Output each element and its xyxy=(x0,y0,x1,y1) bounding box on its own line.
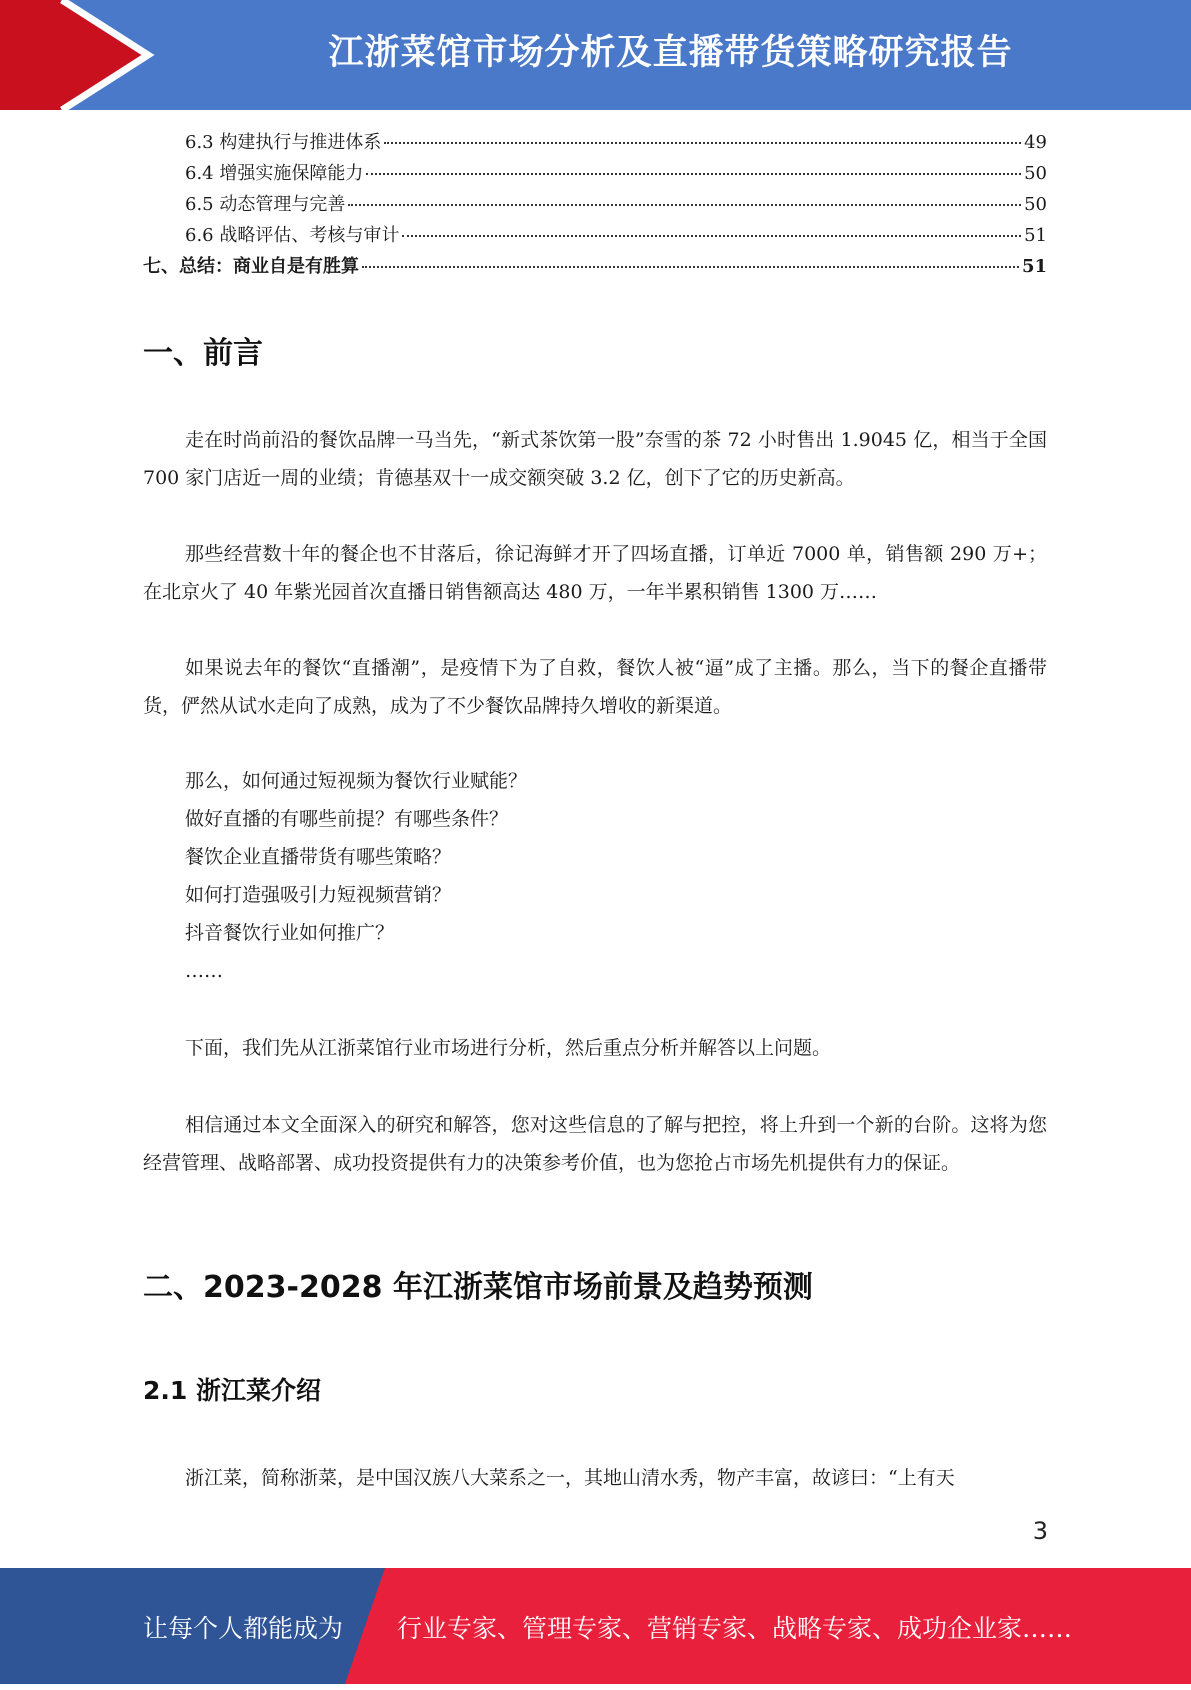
question-item: 餐饮企业直播带货有哪些策略？ xyxy=(185,846,452,868)
toc-leader-dots xyxy=(362,266,1019,268)
toc-leader-dots xyxy=(366,173,1021,175)
toc-entry-title: 6.4 增强实施保障能力 xyxy=(185,163,364,184)
question-item: 做好直播的有哪些前提？有哪些条件？ xyxy=(185,808,509,830)
paragraph: 走在时尚前沿的餐饮品牌一马当先，“新式茶饮第一股”奈雪的茶 72 小时售出 1.9045 亿，相当于全国 700 家门店近一周的业绩；肯德基双十一成交额突破 3.2 亿，创下了它的历史新高。 xyxy=(143,429,1047,489)
toc-entry-title: 6.6 战略评估、考核与审计 xyxy=(185,225,400,246)
page-header xyxy=(0,0,1191,110)
question-list xyxy=(185,762,527,990)
toc-entry-page: 50 xyxy=(1024,163,1047,184)
paragraph: 下面，我们先从江浙菜馆行业市场进行分析，然后重点分析并解答以上问题。 xyxy=(185,1037,832,1059)
toc-leader-dots xyxy=(402,235,1021,237)
section-heading-preface: 一、前言 xyxy=(143,336,263,371)
page-number: 3 xyxy=(1032,1517,1048,1545)
toc-entry-page: 50 xyxy=(1024,194,1047,215)
page-footer xyxy=(0,1568,1191,1684)
question-item: 如何打造强吸引力短视频营销？ xyxy=(185,884,452,906)
toc-entry[interactable] xyxy=(143,128,1047,159)
toc-entry-title: 6.5 动态管理与完善 xyxy=(185,194,346,215)
toc-entry[interactable] xyxy=(143,221,1047,252)
toc-entry-title: 6.3 构建执行与推进体系 xyxy=(185,132,382,153)
table-of-contents xyxy=(143,128,1047,283)
paragraph: 相信通过本文全面深入的研究和解答，您对这些信息的了解与把控，将上升到一个新的台阶。这将为您经营管理、战略部署、成功投资提供有力的决策参考价值，也为您抢占市场先机提供有力的保证。 xyxy=(143,1114,1047,1174)
toc-entry[interactable] xyxy=(143,159,1047,190)
toc-entry-title: 七、总结：商业自是有胜算 xyxy=(143,256,359,277)
paragraph: 浙江菜，简称浙菜，是中国汉族八大菜系之一，其地山清水秀，物产丰富，故谚曰：“上有天 xyxy=(185,1467,955,1489)
toc-entry-page: 51 xyxy=(1024,225,1047,246)
question-item: 那么，如何通过短视频为餐饮行业赋能？ xyxy=(185,770,528,792)
footer-slogan-right: 行业专家、管理专家、营销专家、战略专家、成功企业家…… xyxy=(397,1614,1073,1643)
toc-leader-dots xyxy=(384,142,1021,144)
footer-slogan-left: 让每个人都能成为 xyxy=(143,1614,344,1643)
toc-entry-page: 51 xyxy=(1021,256,1047,277)
subsection-heading: 2.1 浙江菜介绍 xyxy=(143,1376,321,1405)
report-title: 江浙菜馆市场分析及直播带货策略研究报告 xyxy=(328,33,1013,73)
question-item: 抖音餐饮行业如何推广？ xyxy=(185,922,395,944)
section-heading-forecast: 二、2023-2028 年江浙菜馆市场前景及趋势预测 xyxy=(143,1270,813,1305)
paragraph: 那些经营数十年的餐企也不甘落后，徐记海鲜才开了四场直播，订单近 7000 单，销售额 290 万+；在北京火了 40 年紫光园首次直播日销售额高达 480 万，一年半累积销售 1300 万…… xyxy=(143,543,1047,603)
toc-entry[interactable] xyxy=(143,252,1047,283)
toc-leader-dots xyxy=(348,204,1021,206)
paragraph: 如果说去年的餐饮“直播潮”，是疫情下为了自救，餐饮人被“逼”成了主播。那么，当下的餐企直播带货，俨然从试水走向了成熟，成为了不少餐饮品牌持久增收的新渠道。 xyxy=(143,657,1047,717)
toc-entry-page: 49 xyxy=(1024,132,1047,153)
toc-entry[interactable] xyxy=(143,190,1047,221)
question-item: …… xyxy=(185,960,223,982)
